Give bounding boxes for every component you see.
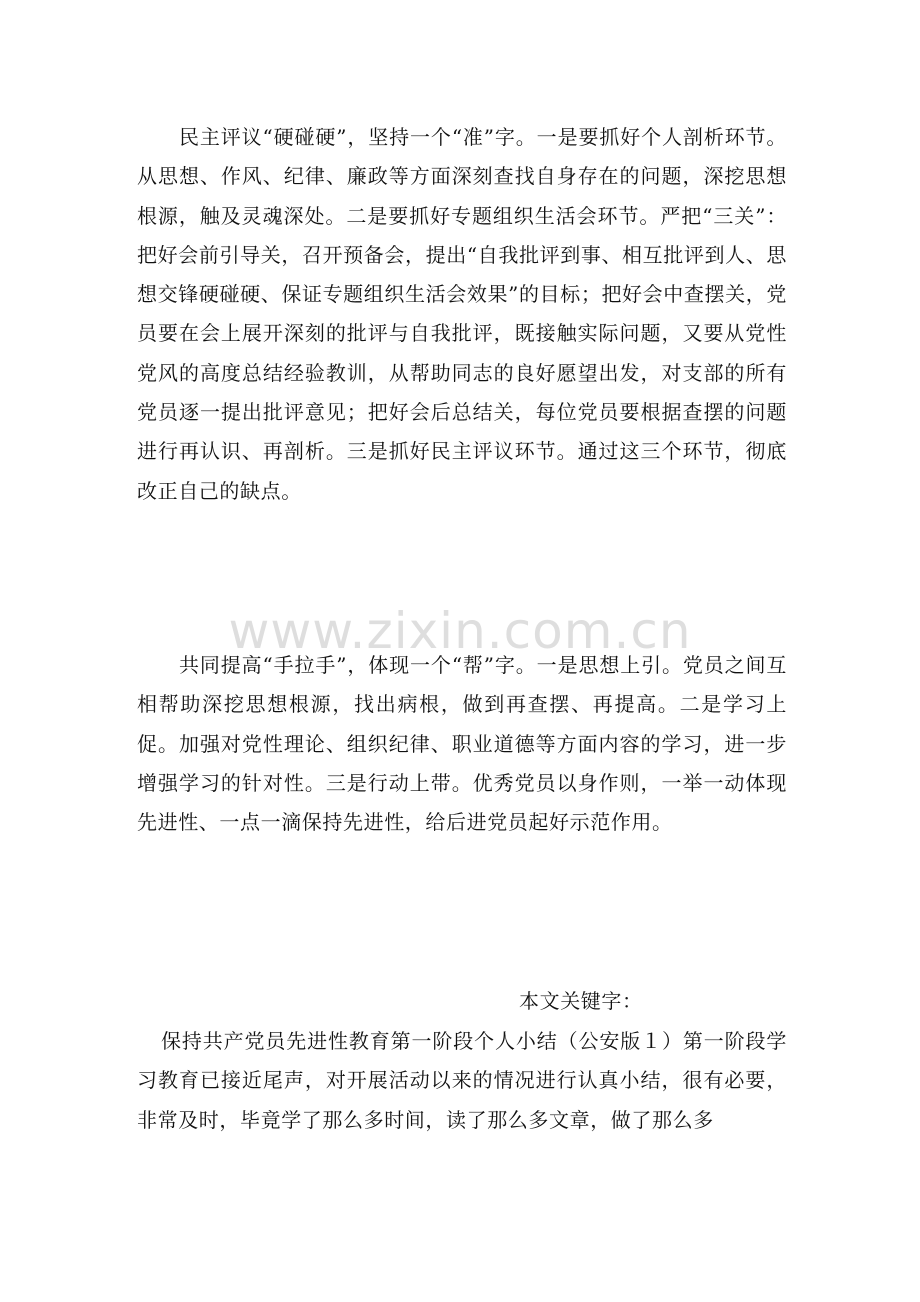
paragraph-mutual-improvement: 共同提高“手拉手”，体现一个“帮”字。一是思想上引。党员之间互相帮助深挖思想根源，找出病根，做到再查摆、再提高。二是学习上促。加强对党性理论、组织纪律、职业道德等方面内容的学习，进一步增强学习的针对性。三是行动上带。优秀党员以身作则，一举一动体现先进性、一点一滴保持先进性，给后进党员起好示范作用。 [137, 653, 787, 835]
watermark: www.zixin.com.cn [228, 602, 692, 660]
keywords-label: 本文关键字： [519, 989, 643, 1013]
summary-paragraph: 保持共产党员先进性教育第一阶段个人小结（公安版１）第一阶段学习教育已接近尾声，对开展活动以来的情况进行认真小结，很有必要，非常及时，毕竟学了那么多时间，读了那么多文章，做了那么多 [137, 1029, 787, 1132]
paragraph-democratic-review: 民主评议“硬碰硬”，坚持一个“准”字。一是要抓好个人剖析环节。从思想、作风、纪律、廉政等方面深刻查找自身存在的问题，深挖思想根源，触及灵魂深处。二是要抓好专题组织生活会环节。严把“三关”：把好会前引导关，召开预备会，提出“自我批评到事、相互批评到人、思想交锋硬碰硬、保证专题组织生活会效果”的目标；把好会中查摆关，党员要在会上展开深刻的批评与自我批评，既接触实际问题，又要从党性党风的高度总结经验教训，从帮助同志的良好愿望出发，对支部的所有党员逐一提出批评意见；把好会后总结关，每位党员要根据查摆的问题进行再认识、再剖析。三是抓好民主评议环节。通过这三个环节，彻底改正自己的缺点。 [137, 125, 787, 503]
